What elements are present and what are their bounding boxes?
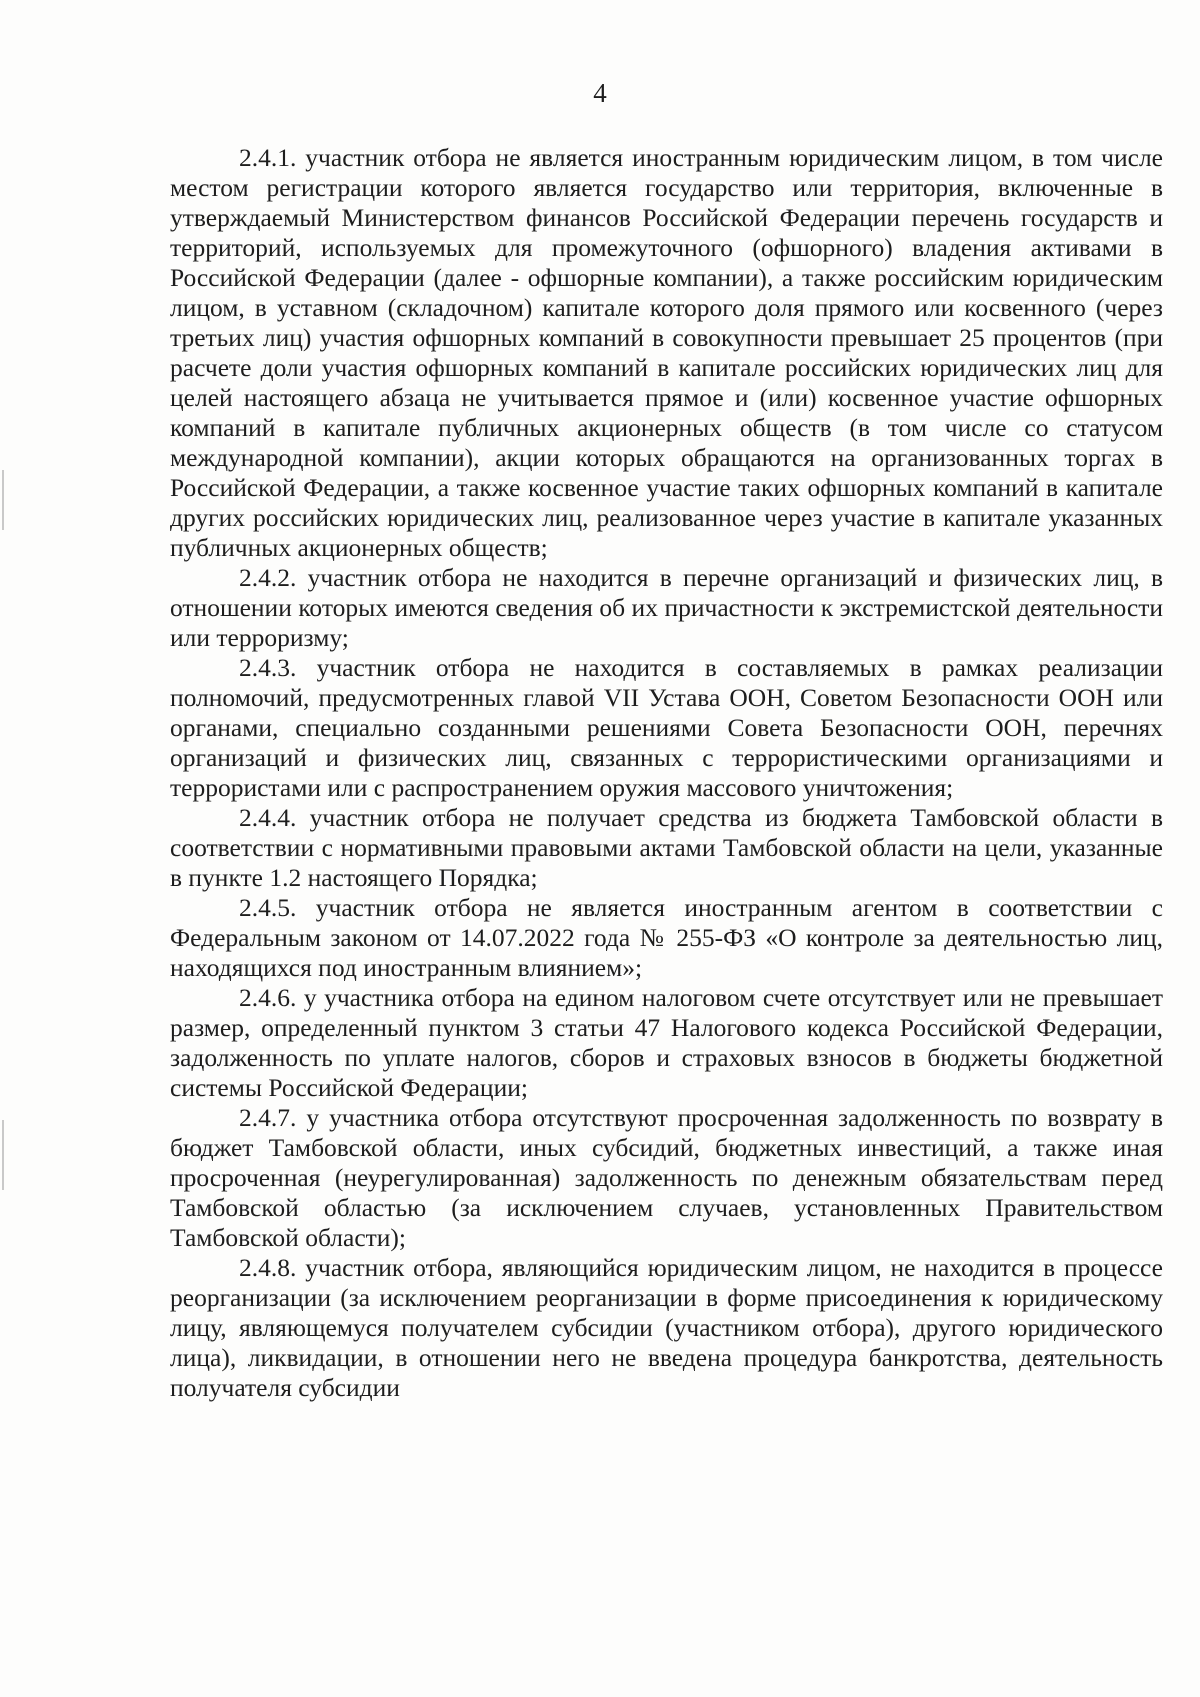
scan-artifact	[2, 1120, 4, 1190]
paragraph-2-4-1: 2.4.1. участник отбора не является иностранным юридическим лицом, в том числе местом регистрации которого является государство или территория, включенные в утверждаемый Министерством финансов Российской Федерации перечень государств и территорий, используемых для промежуточного (офшорного) владения активами в Российской Федерации (далее - офшорные компании), а также российским юридическим лицом, в уставном (складочном) капитале которого доля прямого или косвенного (через третьих лиц) участия офшорных компаний в совокупности превышает 25 процентов (при расчете доли участия офшорных компаний в капитале российских юридических лиц для целей настоящего абзаца не учитывается прямое и (или) косвенное участие офшорных компаний в капитале публичных акционерных обществ (в том числе со статусом международной компании), акции которых обращаются на организованных торгах в Российской Федерации, а также косвенное участие таких офшорных компаний в капитале других российских юридических лиц, реализованное через участие в капитале указанных публичных акционерных обществ;	[170, 143, 1163, 562]
paragraph-2-4-5: 2.4.5. участник отбора не является иностранным агентом в соответствии с Федеральным законом от 14.07.2022 года № 255-ФЗ «О контроле за деятельностью лиц, находящихся под иностранным влиянием»;	[170, 893, 1163, 982]
paragraph-2-4-3: 2.4.3. участник отбора не находится в составляемых в рамках реализации полномочий, предусмотренных главой VII Устава ООН, Советом Безопасности ООН или органами, специально созданными решениями Совета Безопасности ООН, перечнях организаций и физических лиц, связанных с террористическими организациями и террористами или с распространением оружия массового уничтожения;	[170, 653, 1163, 802]
paragraph-2-4-6: 2.4.6. у участника отбора на едином налоговом счете отсутствует или не превышает размер, определенный пунктом 3 статьи 47 Налогового кодекса Российской Федерации, задолженность по уплате налогов, сборов и страховых взносов в бюджеты бюджетной системы Российской Федерации;	[170, 983, 1163, 1102]
paragraph-2-4-8: 2.4.8. участник отбора, являющийся юридическим лицом, не находится в процессе реорганизации (за исключением реорганизации в форме присоединения к юридическому лицу, являющемуся получателем субсидии (участником отбора), другого юридического лица), ликвидации, в отношении него не введена процедура банкротства, деятельность получателя субсидии	[170, 1253, 1163, 1402]
paragraph-2-4-2: 2.4.2. участник отбора не находится в перечне организаций и физических лиц, в отношении которых имеются сведения об их причастности к экстремистской деятельности или терроризму;	[170, 563, 1163, 652]
document-body	[170, 143, 1163, 1403]
paragraph-2-4-4: 2.4.4. участник отбора не получает средства из бюджета Тамбовской области в соответствии с нормативными правовыми актами Тамбовской области на цели, указанные в пункте 1.2 настоящего Порядка;	[170, 803, 1163, 892]
paragraph-2-4-7: 2.4.7. у участника отбора отсутствуют просроченная задолженность по возврату в бюджет Тамбовской области, иных субсидий, бюджетных инвестиций, а также иная просроченная (неурегулированная) задолженность по денежным обязательствам перед Тамбовской областью (за исключением случаев, установленных Правительством Тамбовской области);	[170, 1103, 1163, 1252]
page-number: 4	[593, 78, 607, 108]
scan-artifact	[2, 470, 4, 530]
